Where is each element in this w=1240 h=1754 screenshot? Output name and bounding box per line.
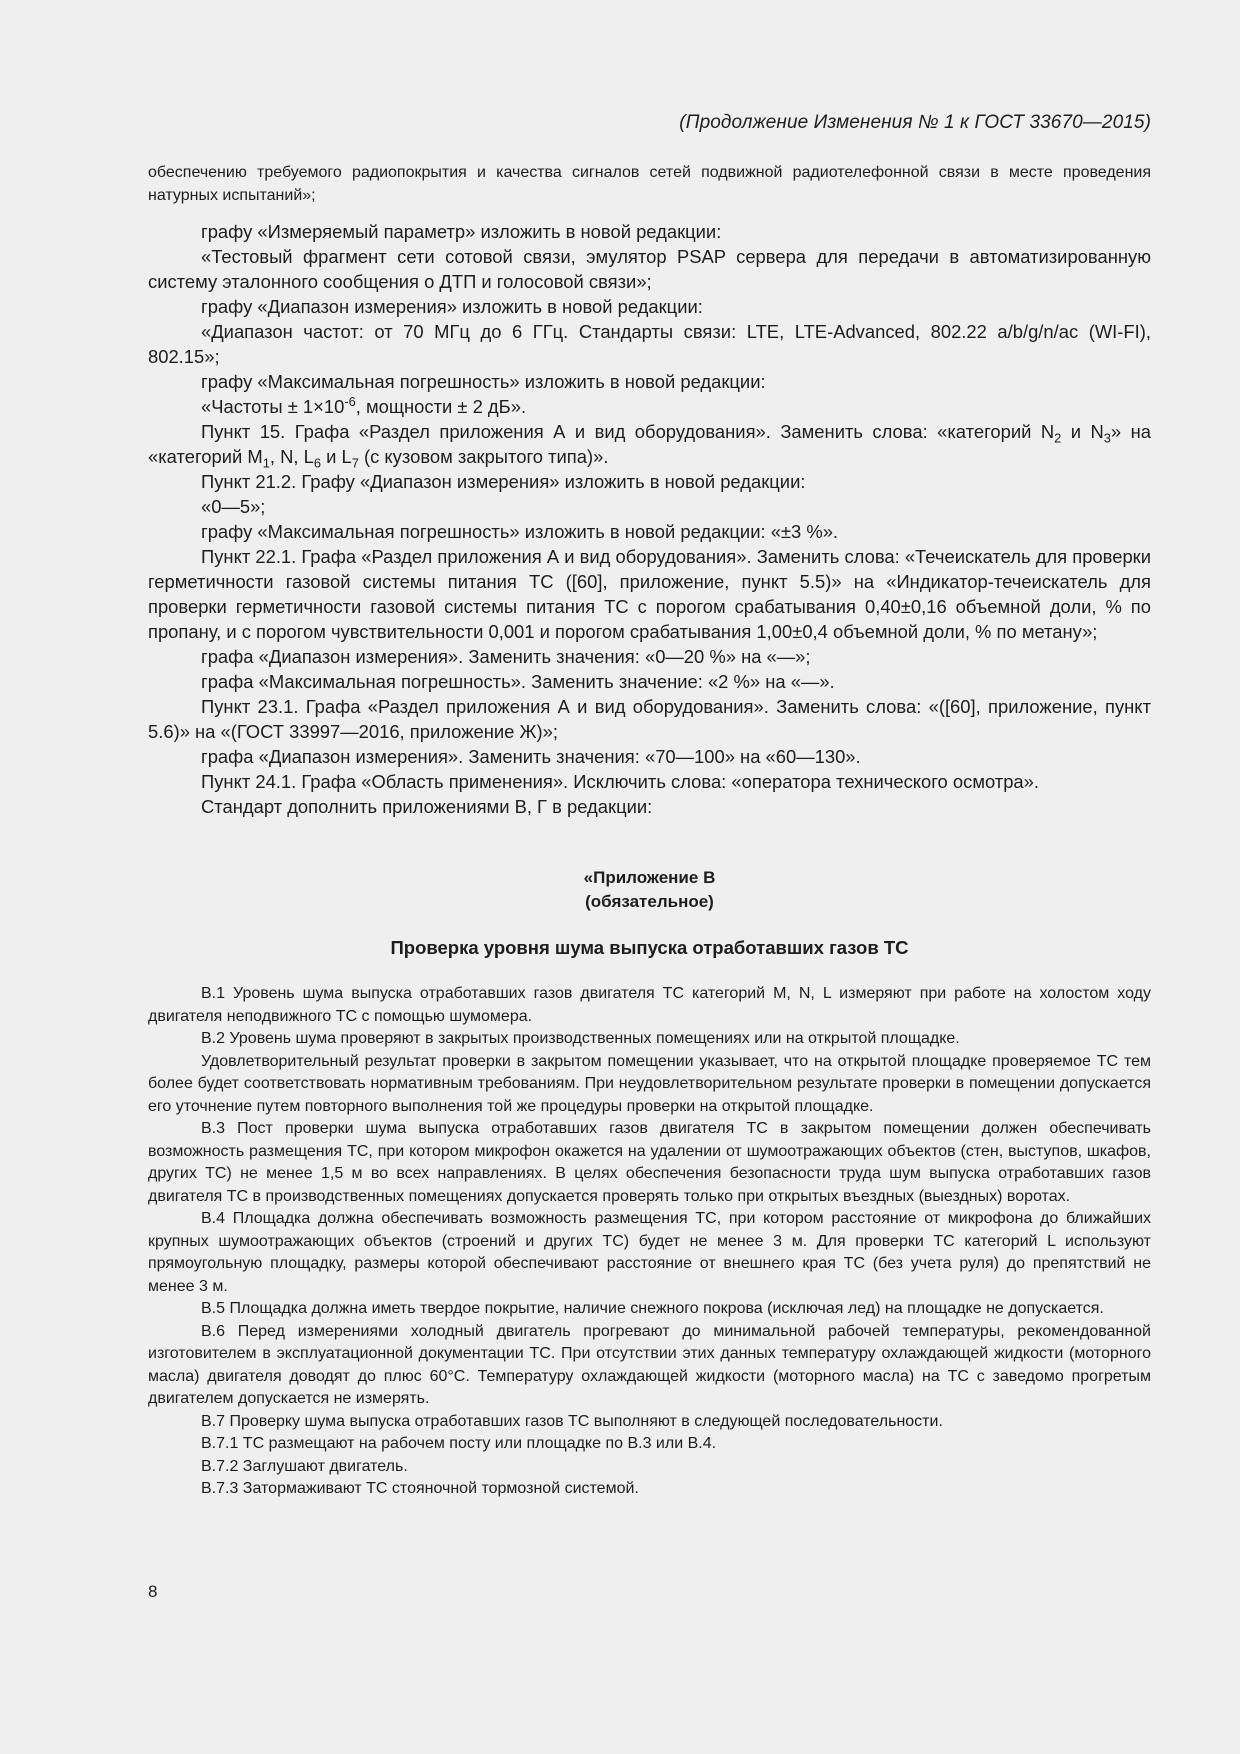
paragraph: В.5 Площадка должна иметь твердое покрытие, наличие снежного покрова (исключая лед) на площадке не допускается. <box>201 1300 1104 1317</box>
intro-paragraph: обеспечению требуемого радиопокрытия и качества сигналов сетей подвижной радиотелефонной связи в месте проведения натурных испытаний»; <box>148 164 1151 204</box>
paragraph: В.7.1 ТС размещают на рабочем посту или площадке по В.3 или В.4. <box>201 1435 717 1452</box>
appendix-body <box>148 983 1151 1501</box>
intro-block <box>148 162 1151 207</box>
paragraph: графу «Измеряемый параметр» изложить в новой редакции: <box>201 221 722 242</box>
paragraph: Стандарт дополнить приложениями В, Г в редакции: <box>201 796 653 817</box>
appendix-heading: Проверка уровня шума выпуска отработавших газов ТС <box>390 937 909 958</box>
paragraph: графа «Диапазон измерения». Заменить значения: «0—20 %» на «—»; <box>201 646 811 667</box>
paragraph: графу «Диапазон измерения» изложить в новой редакции: <box>201 296 703 317</box>
paragraph: В.2 Уровень шума проверяют в закрытых производственных помещениях или на открытой площадке. <box>201 1030 960 1047</box>
running-header: (Продолжение Изменения № 1 к ГОСТ 33670—2015) <box>679 112 1151 133</box>
paragraph: В.4 Площадка должна обеспечивать возможность размещения ТС, при котором расстояние от микрофона до ближайших крупных шумоотражающих объектов (строений и других ТС) будет не менее 3 м. Для проверки ТС категорий L используют прямоугольную площадку, размеры которой обеспечивают расстояние от внешнего края ТС (без учета руля) до препятствий не менее 3 м. <box>148 1210 1151 1295</box>
paragraph: «0—5»; <box>201 496 266 517</box>
paragraph: В.3 Пост проверки шума выпуска отработавших газов двигателя ТС в закрытом помещении должен обеспечивать возможность размещения ТС, при котором микрофон окажется на удалении от шумоотражающих объектов (стен, выступов, шкафов, других ТС) не менее 1,5 м во всех направлениях. В целях обеспечения безопасности труда шум выпуска отработавших газов двигателя ТС в производственных помещениях допускается проверять только при открытых въездных (выездных) воротах. <box>148 1120 1151 1205</box>
paragraph: Пункт 21.2. Графу «Диапазон измерения» изложить в новой редакции: <box>201 471 806 492</box>
paragraph: графа «Диапазон измерения». Заменить значения: «70—100» на «60—130». <box>201 746 861 767</box>
paragraph: графа «Максимальная погрешность». Заменить значение: «2 %» на «—». <box>201 671 835 692</box>
paragraph: графу «Максимальная погрешность» изложить в новой редакции: «±3 %». <box>201 521 839 542</box>
paragraph: В.1 Уровень шума выпуска отработавших газов двигателя ТС категорий M, N, L измеряют при работе на холостом ходу двигателя неподвижного ТС с помощью шумомера. <box>148 985 1151 1025</box>
paragraph: Пункт 24.1. Графа «Область применения». Исключить слова: «оператора технического осмотра». <box>201 771 1040 792</box>
paragraph: графу «Максимальная погрешность» изложить в новой редакции: <box>201 371 766 392</box>
appendix-title <box>148 866 1151 914</box>
paragraph: «Тестовый фрагмент сети сотовой связи, эмулятор PSAP сервера для передачи в автоматизированную систему эталонного сообщения о ДТП и голосовой связи»; <box>148 246 1151 292</box>
paragraph: «Диапазон частот: от 70 МГц до 6 ГГц. Стандарты связи: LTE, LTE-Advanced, 802.22 a/b/g/n/ac (WI-FI), 802.15»; <box>148 321 1151 367</box>
paragraph: В.6 Перед измерениями холодный двигатель прогревают до минимальной рабочей температуры, рекомендованной изготовителем в эксплуатационной документации ТС. При отсутствии этих данных температуру охлаждающей жидкости (моторного масла) двигателя доводят до плюс 60°С. Температуру охлаждающей жидкости (моторного масла) на ТС с заведомо прогретым двигателем допускается не измерять. <box>148 1322 1151 1407</box>
paragraph: Пункт 23.1. Графа «Раздел приложения А и вид оборудования». Заменить слова: «([60], приложение, пункт 5.6)» на «(ГОСТ 33997—2016, приложение Ж)»; <box>148 696 1151 742</box>
paragraph: Удовлетворительный результат проверки в закрытом помещении указывает, что на открытой площадке проверяемое ТС тем более будет соответствовать нормативным требованиям. При неудовлетворительном результате проверки в помещении допускается его уточнение путем повторного выполнения той же процедуры проверки на открытой площадке. <box>148 1052 1151 1115</box>
paragraph: В.7 Проверку шума выпуска отработавших газов ТС выполняют в следующей последовательности. <box>201 1412 943 1430</box>
amendments-block <box>148 219 1151 819</box>
paragraph: Пункт 22.1. Графа «Раздел приложения А и вид оборудования». Заменить слова: «Течеискатель для проверки герметичности газовой системы питания ТС ([60], приложение, пункт 5.5)» на «Индикатор-течеискатель для проверки герметичности газовой системы питания ТС с порогом срабатывания 0,40±0,16 объемной доли, % по пропану, и с порогом чувствительности 0,001 и порогом срабатывания 1,00±0,4 объемной доли, % по метану»; <box>148 546 1151 642</box>
appendix-label: «Приложение В <box>583 868 716 887</box>
paragraph: «Частоты ± $1\times 10^{-6}$, мощности ± 2 дБ». <box>201 393 527 417</box>
paragraph: Пункт 15. Графа «Раздел приложения А и вид оборудования». Заменить слова: «категорий $N_2$ и $N_3$» на «категорий $M_1$, N, $L_6$ и $L_7$ (с кузовом закрытого типа)». <box>148 421 1151 471</box>
paragraph: В.7.3 Затормаживают ТС стояночной тормозной системой. <box>201 1480 639 1497</box>
appendix-status: (обязательное) <box>585 892 714 911</box>
appendix-heading-block <box>148 935 1151 961</box>
page-number: 8 <box>148 1582 158 1601</box>
paragraph: В.7.2 Заглушают двигатель. <box>201 1457 408 1475</box>
